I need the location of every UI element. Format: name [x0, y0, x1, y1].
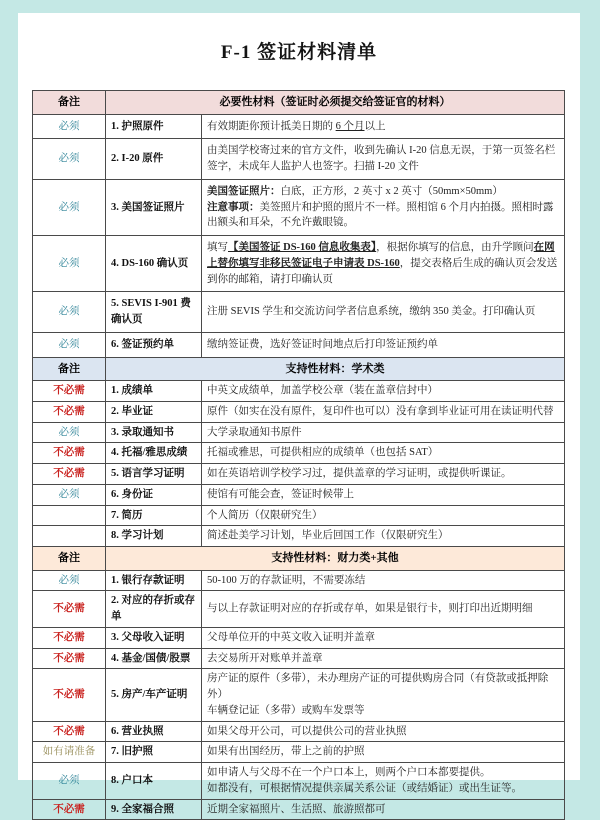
- item-desc-cell: [202, 236, 565, 292]
- desc-segment: 如在英语培训学校学习过，提供盖章的学习证明，或提供听课证。: [207, 468, 512, 479]
- table-row: [33, 799, 565, 820]
- desc-segment: 【美国签证 DS-160 信息收集表】: [228, 242, 377, 253]
- desc-segment: 美签照片和护照的照片不一样。照相馆 6 个月内拍摄。照相时露出额头和耳朵，不允许戴眼镜。: [207, 201, 554, 229]
- note-cell: 不必需: [33, 591, 106, 628]
- materials-table: [32, 90, 565, 820]
- table-row: [33, 648, 565, 669]
- desc-line: [207, 445, 559, 461]
- desc-segment: 注册 SEVIS 学生和交流访问学者信息系统，缴纳 350 美金。打印确认页: [207, 306, 536, 318]
- desc-segment: 如申请人与父母不在一个户口本上，则两个户口本都要提供。: [207, 767, 491, 778]
- desc-segment: 托福或雅思，可提供相应的成绩单（也包括 SAT）: [207, 447, 439, 459]
- table-row: [33, 742, 565, 763]
- item-name-cell: 1. 银行存款证明: [106, 570, 202, 591]
- desc-line: [207, 802, 559, 818]
- table-row: [33, 381, 565, 402]
- item-desc-cell: [202, 526, 565, 547]
- note-cell: 不必需: [33, 669, 106, 721]
- table-row: [33, 570, 565, 591]
- note-column-header: 备注: [33, 91, 106, 115]
- item-desc-cell: [202, 139, 565, 180]
- desc-segment: 简述赴美学习计划，毕业后回国工作（仅限研究生）: [207, 530, 449, 542]
- item-desc-cell: [202, 570, 565, 591]
- table-row: [33, 422, 565, 443]
- table-row: [33, 464, 565, 485]
- table-row: [33, 721, 565, 742]
- table-row: [33, 505, 565, 526]
- item-name-cell: 4. 托福/雅思成绩: [106, 443, 202, 464]
- note-cell: 不必需: [33, 401, 106, 422]
- table-row: [33, 292, 565, 333]
- desc-segment: 以上: [364, 120, 386, 132]
- desc-line: [207, 508, 559, 524]
- desc-line: [207, 240, 559, 287]
- item-desc-cell: [202, 669, 565, 721]
- desc-segment: ，根据你填写的信息，由升学顾问: [376, 242, 534, 253]
- note-column-header: 备注: [33, 357, 106, 381]
- table-row: [33, 179, 565, 235]
- note-cell: 如有请准备: [33, 742, 106, 763]
- item-name-cell: 1. 成绩单: [106, 381, 202, 402]
- desc-segment: 在网上替你填写非移民签证电子申请表 DS-160: [207, 242, 555, 269]
- table-row: [33, 401, 565, 422]
- note-cell: [33, 505, 106, 526]
- desc-segment: 如都没有，可根据情况提供亲属关系公证（或结婚证）或出生证等。: [207, 782, 522, 794]
- item-desc-cell: [202, 505, 565, 526]
- desc-line: [207, 200, 559, 232]
- note-cell: 必须: [33, 332, 106, 357]
- table-row: [33, 591, 565, 628]
- item-name-cell: 6. 身份证: [106, 484, 202, 505]
- note-cell: 不必需: [33, 648, 106, 669]
- item-name-cell: 2. I-20 原件: [106, 139, 202, 180]
- section-title: 支持性材料：学术类: [106, 357, 565, 381]
- desc-segment: 由美国学校寄过来的官方文件，收到先确认 I-20 信息无误，于第一页签名栏签字，未成年人监护人也签字。扫描 I-20 文件: [207, 145, 556, 172]
- table-row: [33, 236, 565, 292]
- item-name-cell: 3. 父母收入证明: [106, 627, 202, 648]
- note-cell: 必须: [33, 570, 106, 591]
- note-cell: 必须: [33, 422, 106, 443]
- note-cell: 必须: [33, 114, 106, 139]
- item-desc-cell: [202, 799, 565, 820]
- desc-segment: ，提交表格后生成的确认页会发送到你的邮箱，请打印确认页: [207, 257, 558, 285]
- note-cell: 不必需: [33, 627, 106, 648]
- item-name-cell: 2. 对应的存折或存单: [106, 591, 202, 628]
- desc-line: [207, 425, 559, 441]
- item-desc-cell: [202, 401, 565, 422]
- table-row: [33, 763, 565, 800]
- desc-line: [207, 573, 559, 589]
- desc-segment: 车辆登记证（多带）或购车发票等: [207, 704, 365, 716]
- desc-segment: 个人简历（仅限研究生）: [207, 509, 323, 521]
- desc-line: [207, 765, 559, 781]
- desc-line: [207, 466, 559, 482]
- note-cell: 必须: [33, 179, 106, 235]
- item-name-cell: 6. 签证预约单: [106, 332, 202, 357]
- item-desc-cell: [202, 381, 565, 402]
- table-row: [33, 332, 565, 357]
- desc-segment: 使馆有可能会查，签证时候带上: [207, 488, 354, 500]
- desc-segment: 近期全家福照片、生活照、旅游照都可: [207, 803, 386, 815]
- desc-segment: 去交易所开对账单并盖章: [207, 652, 323, 664]
- table-row: [33, 526, 565, 547]
- desc-line: [207, 383, 559, 399]
- item-desc-cell: [202, 627, 565, 648]
- item-name-cell: 4. DS-160 确认页: [106, 236, 202, 292]
- desc-segment: 有效期距你预计抵美日期的: [207, 120, 336, 132]
- desc-segment: 如果父母开公司，可以提供公司的营业执照: [207, 725, 407, 737]
- desc-segment: 注意事项：: [207, 201, 260, 213]
- item-name-cell: 9. 全家福合照: [106, 799, 202, 820]
- desc-segment: 50-100 万的存款证明，不需要冻结: [207, 574, 366, 586]
- desc-segment: 房产证的原件（多带），未办理房产证的可提供购房合同（有贷款或抵押除外）: [207, 673, 549, 700]
- item-desc-cell: [202, 179, 565, 235]
- desc-segment: 填写: [207, 242, 228, 253]
- item-name-cell: 5. 房产/车产证明: [106, 669, 202, 721]
- desc-segment: 大学录取通知书原件: [207, 426, 302, 438]
- note-cell: 不必需: [33, 721, 106, 742]
- table-row: [33, 669, 565, 721]
- desc-segment: 美国签证照片：: [207, 185, 281, 197]
- page-title: F-1 签证材料清单: [220, 42, 378, 63]
- note-cell: 必须: [33, 763, 106, 800]
- item-name-cell: 2. 毕业证: [106, 401, 202, 422]
- desc-line: [207, 651, 559, 667]
- item-name-cell: 1. 护照原件: [106, 114, 202, 139]
- desc-segment: 白底，正方形，2 英寸 x 2 英寸（50mm×50mm）: [280, 185, 503, 197]
- desc-line: [207, 184, 559, 200]
- materials-table-body: [33, 91, 565, 820]
- note-cell: 不必需: [33, 464, 106, 485]
- table-row: [33, 139, 565, 180]
- item-name-cell: 6. 营业执照: [106, 721, 202, 742]
- desc-segment: 缴纳签证费，选好签证时间地点后打印签证预约单: [207, 338, 438, 350]
- item-desc-cell: [202, 484, 565, 505]
- item-name-cell: 5. 语言学习证明: [106, 464, 202, 485]
- section-header-row: [33, 547, 565, 571]
- desc-line: [207, 143, 559, 175]
- document-page: [18, 13, 580, 815]
- desc-line: [207, 744, 559, 760]
- desc-line: [207, 630, 559, 646]
- item-name-cell: 5. SEVIS I-901 费 确认页: [106, 292, 202, 333]
- item-desc-cell: [202, 422, 565, 443]
- item-desc-cell: [202, 464, 565, 485]
- table-row: [33, 114, 565, 139]
- item-desc-cell: [202, 721, 565, 742]
- desc-line: [207, 304, 559, 320]
- item-desc-cell: [202, 114, 565, 139]
- table-row: [33, 484, 565, 505]
- desc-line: [207, 487, 559, 503]
- desc-segment: 如果有出国经历，带上之前的护照: [207, 746, 365, 758]
- desc-line: [207, 601, 559, 617]
- item-desc-cell: [202, 443, 565, 464]
- note-cell: 不必需: [33, 443, 106, 464]
- note-cell: 不必需: [33, 381, 106, 402]
- section-header-row: [33, 357, 565, 381]
- note-cell: 必须: [33, 236, 106, 292]
- note-cell: 必须: [33, 484, 106, 505]
- section-header-row: [33, 91, 565, 115]
- item-desc-cell: [202, 292, 565, 333]
- desc-segment: 与以上存款证明对应的存折或存单，如果是银行卡，则打印出近期明细: [207, 603, 533, 615]
- desc-line: [207, 724, 559, 740]
- desc-segment: 中英文成绩单，加盖学校公章（装在盖章信封中）: [207, 385, 438, 396]
- item-name-cell: 4. 基金/国债/股票: [106, 648, 202, 669]
- item-name-cell: 8. 户口本: [106, 763, 202, 800]
- desc-segment: 父母单位开的中英文收入证明并盖章: [207, 631, 375, 643]
- desc-line: [207, 781, 559, 797]
- desc-line: [207, 528, 559, 544]
- table-row: [33, 443, 565, 464]
- item-desc-cell: [202, 591, 565, 628]
- section-title: 支持性材料：财力类+其他: [106, 547, 565, 571]
- item-desc-cell: [202, 332, 565, 357]
- item-desc-cell: [202, 648, 565, 669]
- desc-line: [207, 671, 559, 703]
- item-desc-cell: [202, 742, 565, 763]
- note-column-header: 备注: [33, 547, 106, 571]
- note-cell: [33, 526, 106, 547]
- desc-segment: 原件（如实在没有原件，复印件也可以）没有拿到毕业证可用在读证明代替: [207, 405, 554, 417]
- item-name-cell: 8. 学习计划: [106, 526, 202, 547]
- table-row: [33, 627, 565, 648]
- desc-line: [207, 119, 559, 135]
- desc-line: [207, 337, 559, 353]
- desc-segment: 6 个月: [335, 120, 365, 132]
- note-cell: 必须: [33, 292, 106, 333]
- item-name-cell: 3. 美国签证照片: [106, 179, 202, 235]
- note-cell: 不必需: [33, 799, 106, 820]
- item-name-cell: 7. 旧护照: [106, 742, 202, 763]
- item-desc-cell: [202, 763, 565, 800]
- item-name-cell: 3. 录取通知书: [106, 422, 202, 443]
- desc-line: [207, 404, 559, 420]
- item-name-cell: 7. 简历: [106, 505, 202, 526]
- section-title: 必要性材料（签证时必须提交给签证官的材料）: [106, 91, 565, 115]
- desc-line: [207, 703, 559, 719]
- note-cell: 必须: [33, 139, 106, 180]
